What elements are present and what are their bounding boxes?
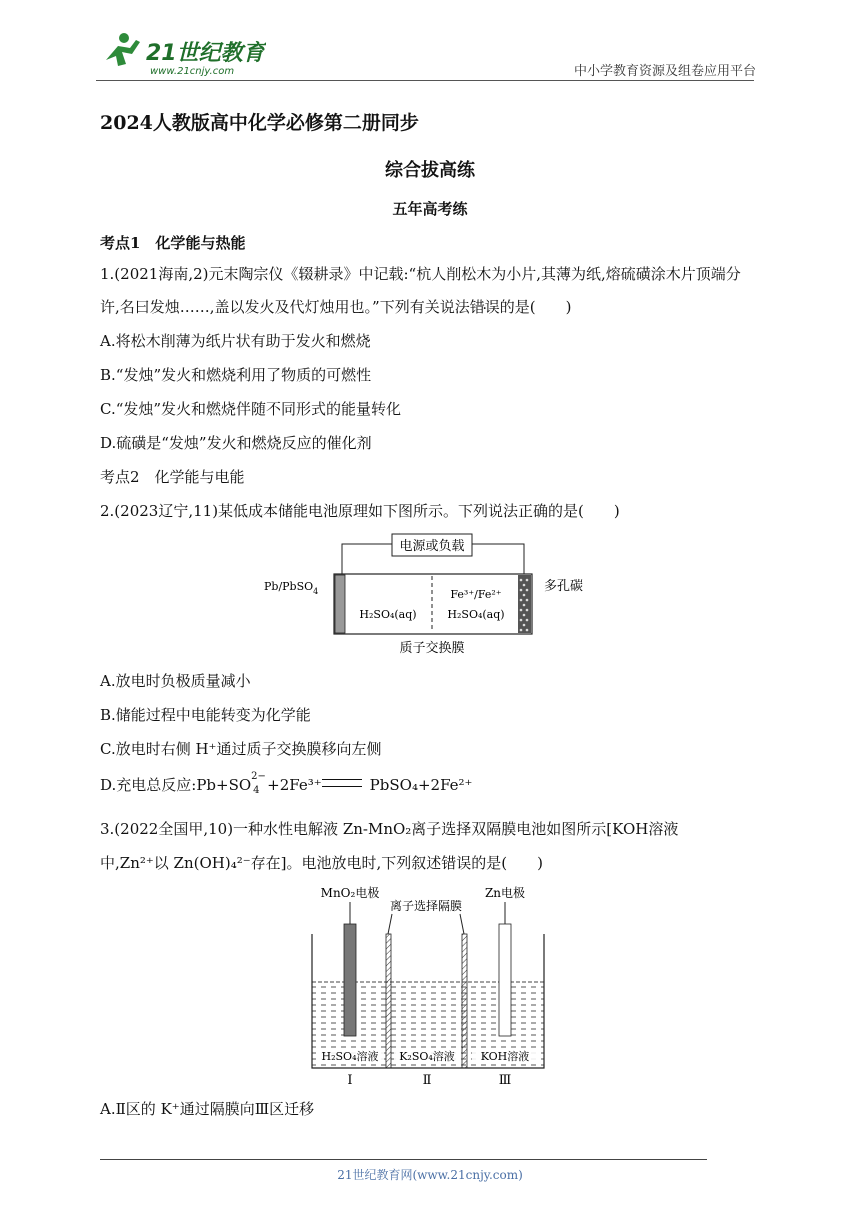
section-title: 综合拔高练 [385,160,475,181]
membrane-label-2: 离子选择隔膜 [389,899,463,913]
cell-body [334,574,532,634]
q1-stem-emphasis: 错误 · [470,298,500,316]
q3-option-a: A.Ⅱ区的 K⁺通过隔膜向Ⅲ区迁移 [100,1100,315,1118]
header-divider [96,80,754,81]
membrane-right [462,934,467,1068]
footer-divider [100,1159,707,1160]
sol2-label: K₂SO₄溶液 [399,1050,455,1063]
equilibrium-sign [322,779,362,787]
right-ions-label: Fe³⁺/Fe²⁺ [450,588,502,601]
zone3-label: Ⅲ [498,1073,512,1088]
q2-option-d [100,771,473,796]
mno2-label: MnO₂电极 [320,886,380,900]
question-3-stem-line1: 3.(2022全国甲,10)一种水性电解液 Zn-MnO₂离子选择双隔膜电池如图所示[KOH溶液 [100,820,679,838]
doc-title: 2024人教版高中化学必修第二册同步 [100,112,419,134]
q1-stem-part2: 的是( ) [499,298,572,316]
q2-option-c: C.放电时右侧 H⁺通过质子交换膜移向左侧 [100,740,382,758]
q1-option-a: A.将松木削薄为纸片状有助于发火和燃烧 [100,332,371,350]
membrane-label: 质子交换膜 [399,641,465,656]
zn-electrode [499,924,511,1036]
zone2-label: Ⅱ [422,1073,432,1088]
battery-diagram-1 [262,530,602,658]
left-electrode-label: Pb/PbSO$_4$ [264,580,319,596]
q2-d-sup: 2− [251,771,266,782]
sol1-label: H₂SO₄溶液 [321,1050,379,1063]
q1-option-d: D.硫磺是“发烛”发火和燃烧反应的催化剂 [100,434,372,452]
topic-1: 考点1 化学能与热能 [100,234,246,252]
q2-option-b: B.储能过程中电能转变为化学能 [100,706,311,724]
question-3-stem-line2: 中,Zn²⁺以 Zn(OH)₄²⁻存在]。电池放电时,下列叙述错误的是( ) [100,854,543,872]
left-solution-label: H₂SO₄(aq) [359,608,417,621]
pb-electrode [335,575,345,633]
logo-text: 21世纪教育 [146,41,265,66]
question-1-stem [100,258,760,324]
platform-name: 中小学教育资源及组卷应用平台 [573,64,756,79]
site-logo [96,30,266,78]
right-electrode-label: 多孔碳 [544,579,584,594]
q1-stem-part1: 1.(2021海南,2)元末陶宗仪《辍耕录》中记载:“杭人削松木为小片,其薄为纸,熔硫磺涂木片顶端分许,名曰发烛……,盖以发火及代灯烛用也。”下列有关说法 [100,265,741,316]
q2-d-post: PbSO₄+2Fe²⁺ [369,776,473,794]
q1-option-c: C.“发烛”发火和燃烧伴随不同形式的能量转化 [100,400,402,418]
zone1-label: Ⅰ [347,1073,353,1088]
question-2-stem: 2.(2023辽宁,11)某低成本储能电池原理如下图所示。下列说法正确的是( ) [100,502,620,520]
subsection-title: 五年高考练 [392,200,468,218]
power-load-label: 电源或负载 [399,539,465,554]
mno2-electrode [344,924,356,1036]
q2-d-sub: 4 [253,785,260,796]
q2-option-a: A.放电时负极质量减小 [100,672,251,690]
q2-d-pre: D.充电总反应:Pb+SO [100,776,252,794]
membrane-left [386,934,391,1068]
zn-label: Zn电极 [484,886,526,900]
topic-2: 考点2 化学能与电能 [100,468,245,486]
battery-diagram-2 [300,882,560,1088]
q1-option-b: B.“发烛”发火和燃烧利用了物质的可燃性 [100,366,372,384]
q2-d-mid: +2Fe³⁺ [267,776,322,794]
right-solution-label: H₂SO₄(aq) [447,608,505,621]
logo-url: www.21cnjy.com [150,66,235,77]
sol3-label: KOH溶液 [480,1050,530,1063]
footer-link[interactable]: 21世纪教育网(www.21cnjy.com) [337,1168,523,1182]
